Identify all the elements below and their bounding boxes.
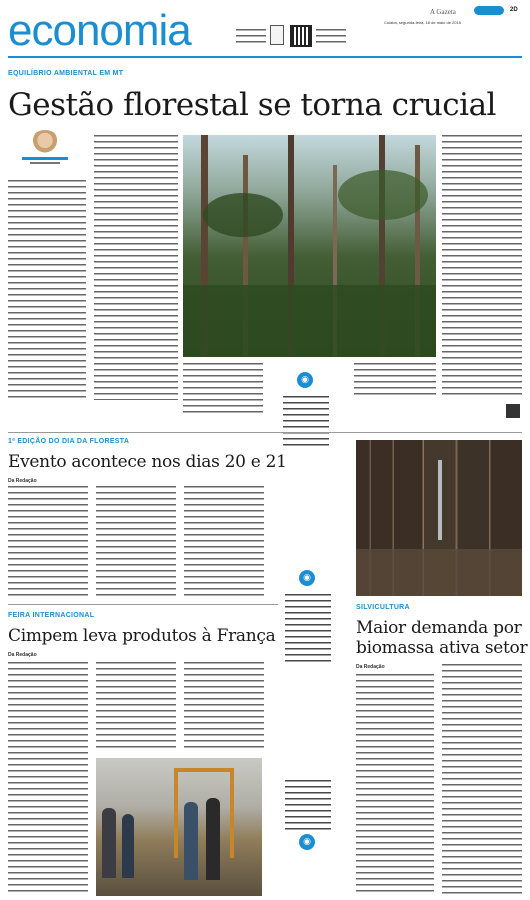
forest-photo <box>183 135 436 357</box>
story2-col-3 <box>184 486 264 596</box>
expo-stand <box>174 768 234 858</box>
section-title: economia <box>8 6 191 55</box>
story3-col-2 <box>96 662 176 752</box>
story4-headline-1: Maior demanda por <box>356 618 522 638</box>
header-rule <box>8 56 522 58</box>
story2-col-1 <box>8 486 88 596</box>
section-divider-2 <box>8 604 278 605</box>
story2-kicker: 1ª EDIÇÃO DO DIA DA FLORESTA <box>8 438 130 445</box>
main-story-col-3 <box>183 363 263 413</box>
header-promo-text <box>236 29 266 43</box>
expo-photo <box>96 758 262 896</box>
story4-byline: Da Redação <box>356 664 385 670</box>
main-kicker: EQUILÍBRIO AMBIENTAL EM MT <box>8 70 124 77</box>
main-story-col-1 <box>8 180 86 398</box>
main-story-col-5 <box>442 135 522 397</box>
page-number: 2D <box>510 7 518 13</box>
main-headline: Gestão florestal se torna crucial <box>8 87 496 123</box>
main-story-col-4 <box>354 363 436 399</box>
paper-name: A Gazeta <box>430 8 456 16</box>
date-line: Cuiabá, segunda-feira, 18 de maio de 2015 <box>384 20 461 25</box>
qr-code-icon-2 <box>506 404 520 418</box>
story3-kicker: FEIRA INTERNACIONAL <box>8 612 95 619</box>
forest-photo-caption <box>283 396 329 446</box>
story2-byline: Da Redação <box>8 478 37 484</box>
author-title <box>30 162 60 164</box>
author-name <box>22 157 68 160</box>
story3-headline: Cimpem leva produtos à França <box>8 626 276 646</box>
story4-col-1 <box>356 674 434 894</box>
story3-col-1 <box>8 662 88 894</box>
camera-icon: ◉ <box>297 372 313 388</box>
qr-code-icon <box>290 25 312 47</box>
story3-col-3 <box>184 662 264 752</box>
story3-byline: Da Redação <box>8 652 37 658</box>
main-story-col-2 <box>94 135 178 400</box>
camera-icon-2: ◉ <box>299 570 315 586</box>
story2-col-2 <box>96 486 176 596</box>
logo-icon <box>270 25 284 45</box>
author-avatar <box>30 130 60 156</box>
story4-col-2 <box>442 664 522 894</box>
story3-caption <box>285 780 331 830</box>
forest-trees <box>183 135 436 357</box>
section-divider <box>8 432 522 433</box>
social-icons <box>474 6 504 15</box>
silviculture-photo <box>356 440 522 596</box>
story4-kicker: SILVICULTURA <box>356 604 410 611</box>
story2-headline: Evento acontece nos dias 20 e 21 <box>8 452 287 472</box>
story4-headline-2: biomassa ativa setor <box>356 638 528 658</box>
header-promo-text-2 <box>316 29 348 43</box>
camera-icon-3: ◉ <box>299 834 315 850</box>
story2-caption <box>285 594 331 664</box>
